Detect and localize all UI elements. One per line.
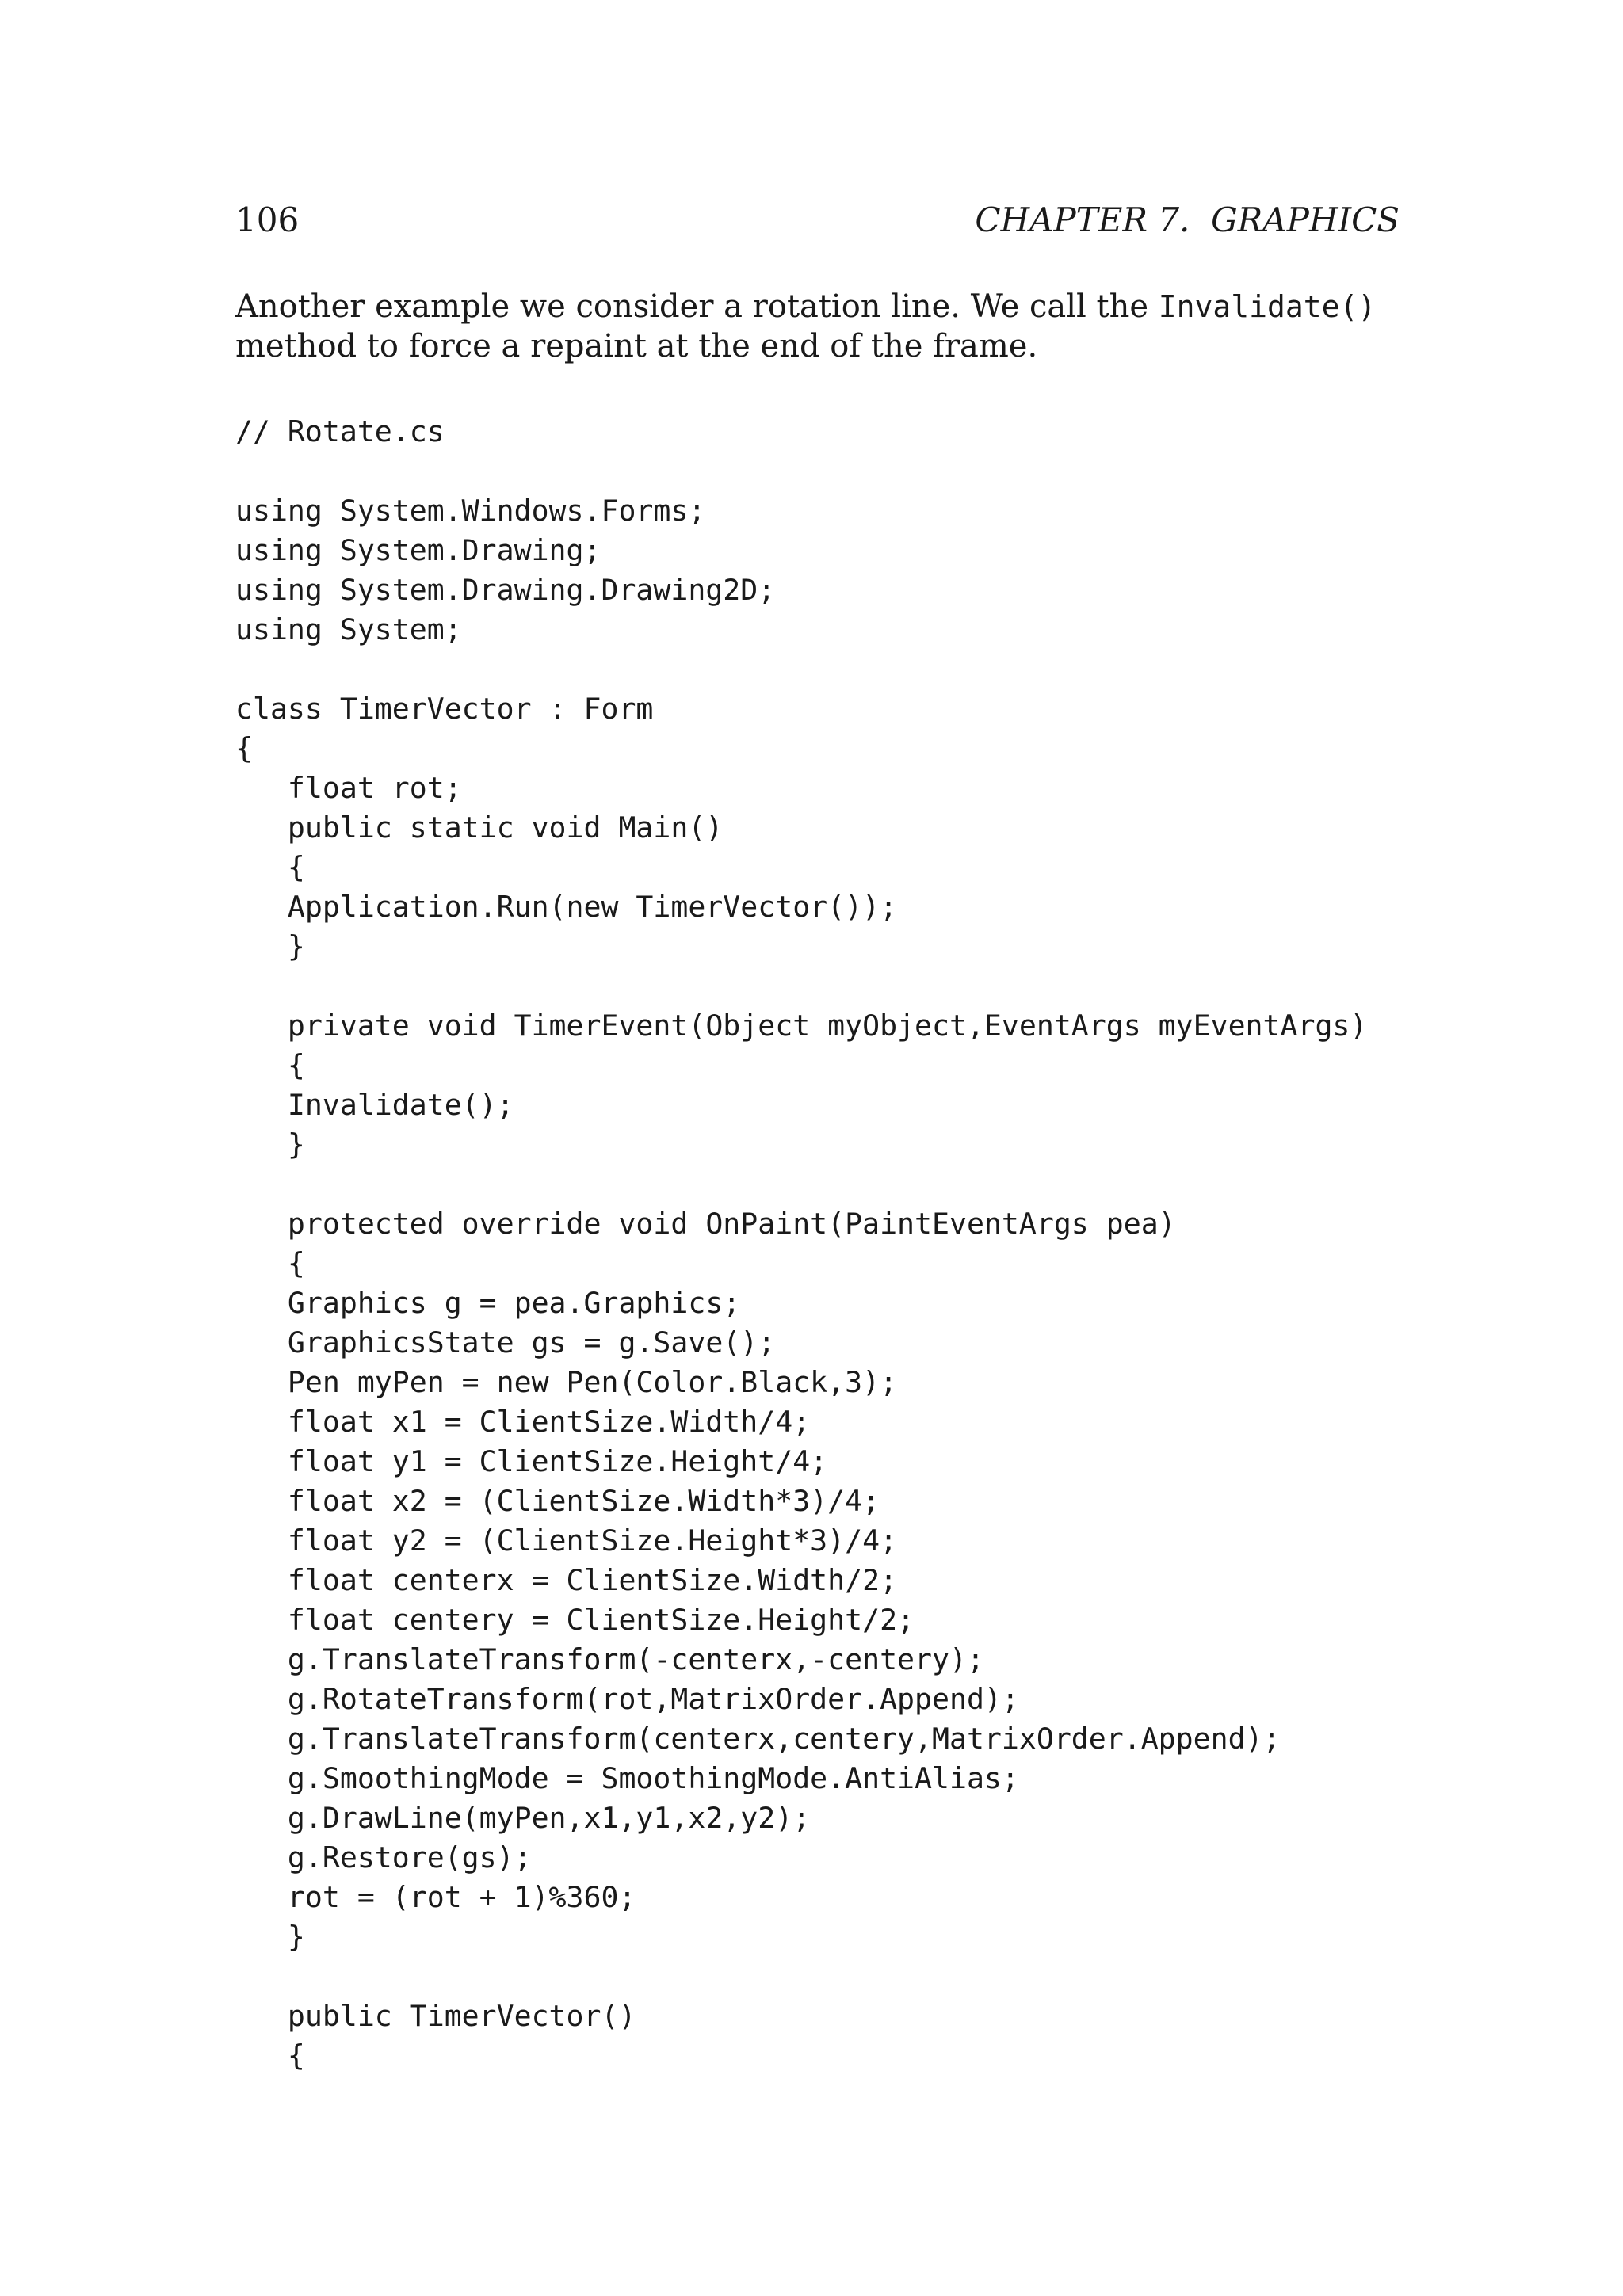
code-line: Pen myPen = new Pen(Color.Black,3); [235, 1365, 898, 1399]
code-line: g.TranslateTransform(centerx,centery,MatrixOrder.Append); [235, 1722, 1281, 1756]
code-line: { [235, 1246, 305, 1280]
code-line: { [235, 731, 253, 765]
code-line: private void TimerEvent(Object myObject,EventArgs myEventArgs) [235, 1009, 1368, 1043]
page-number: 106 [235, 200, 300, 239]
code-line: using System.Drawing.Drawing2D; [235, 573, 776, 607]
code-line: rot = (rot + 1)%360; [235, 1880, 636, 1914]
code-line: public static void Main() [235, 810, 724, 845]
code-line [235, 1957, 1367, 1997]
code-line [235, 452, 1367, 491]
code-line: } [235, 1127, 305, 1161]
code-line: g.Restore(gs); [235, 1840, 532, 1875]
code-line: float x1 = ClientSize.Width/4; [235, 1405, 811, 1439]
intro-paragraph [235, 287, 1400, 366]
code-line: { [235, 1048, 305, 1082]
code-line: float y2 = (ClientSize.Height*3)/4; [235, 1524, 898, 1558]
running-head: CHAPTER 7. GRAPHICS [975, 200, 1400, 239]
intro-inline-code: Invalidate() [1158, 289, 1377, 324]
code-line [235, 967, 1367, 1006]
code-line: float rot; [235, 771, 462, 805]
code-line: } [235, 1920, 305, 1954]
code-listing [235, 412, 1367, 2076]
code-line: g.SmoothingMode = SmoothingMode.AntiAlias; [235, 1761, 1019, 1795]
code-line: Invalidate(); [235, 1088, 514, 1122]
code-line: Application.Run(new TimerVector()); [235, 890, 898, 924]
code-line: using System.Windows.Forms; [235, 494, 706, 528]
code-line: { [235, 2039, 305, 2073]
code-line: { [235, 850, 305, 884]
code-line: g.RotateTransform(rot,MatrixOrder.Append); [235, 1682, 1019, 1716]
code-line: public TimerVector() [235, 1999, 636, 2033]
code-line: g.DrawLine(myPen,x1,y1,x2,y2); [235, 1801, 811, 1835]
code-line: Graphics g = pea.Graphics; [235, 1286, 741, 1320]
code-line: using System.Drawing; [235, 533, 601, 567]
code-line: // Rotate.cs [235, 414, 445, 448]
code-line: float y1 = ClientSize.Height/4; [235, 1444, 828, 1478]
code-line: class TimerVector : Form [235, 692, 654, 726]
code-line: g.TranslateTransform(-centerx,-centery); [235, 1642, 984, 1676]
intro-text-after: method to force a repaint at the end of the frame. [235, 328, 1038, 364]
code-line: float centery = ClientSize.Height/2; [235, 1603, 915, 1637]
intro-text-before: Another example we consider a rotation line. We call the [235, 288, 1159, 325]
code-line: protected override void OnPaint(PaintEventArgs pea) [235, 1207, 1176, 1241]
code-line: float x2 = (ClientSize.Width*3)/4; [235, 1484, 880, 1518]
code-line: using System; [235, 612, 462, 646]
code-line [235, 1165, 1367, 1204]
code-line: float centerx = ClientSize.Width/2; [235, 1563, 898, 1597]
code-line [235, 650, 1367, 689]
code-line: } [235, 929, 305, 963]
code-line: GraphicsState gs = g.Save(); [235, 1325, 776, 1360]
